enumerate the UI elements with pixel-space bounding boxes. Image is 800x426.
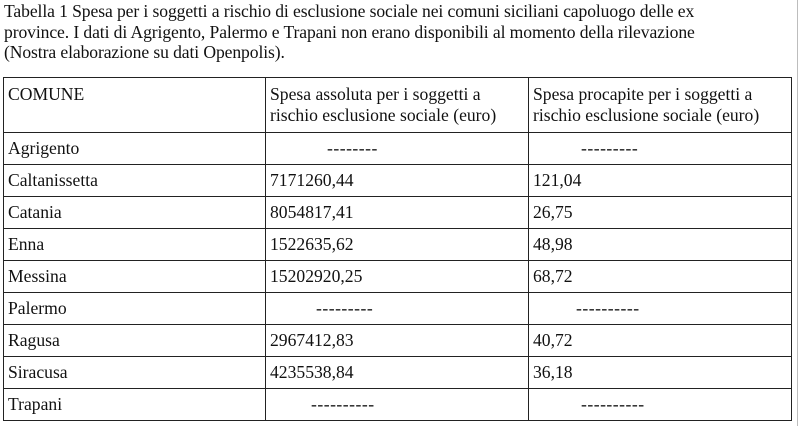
header-comune-label: COMUNE	[8, 84, 85, 104]
header-spesa-assoluta-line2: rischio esclusione sociale (euro)	[270, 105, 497, 125]
header-spesa-procapite-line2: rischio esclusione sociale (euro)	[533, 105, 760, 125]
caption-line-3: (Nostra elaborazione su dati Openpolis).	[4, 42, 285, 62]
cell-comune: Trapani	[4, 389, 266, 421]
cell-comune: Ragusa	[4, 325, 266, 357]
cell-spesa-procapite	[529, 293, 792, 325]
cell-comune: Messina	[4, 261, 266, 293]
header-spesa-procapite	[529, 78, 792, 133]
caption-line-1: Tabella 1 Spesa per i soggetti a rischio di esclusione sociale nei comuni siciliani capoluogo delle ex	[4, 1, 695, 21]
cell-comune: Siracusa	[4, 357, 266, 389]
cell-comune: Palermo	[4, 293, 266, 325]
cell-spesa-procapite	[529, 133, 792, 165]
cell-comune: Caltanissetta	[4, 165, 266, 197]
table-row	[4, 357, 792, 389]
cell-spesa-assoluta: 7171260,44	[266, 165, 529, 197]
cell-value: --------	[327, 138, 378, 158]
header-spesa-procapite-line1: Spesa procapite per i soggetti a	[533, 84, 753, 104]
table-row	[4, 133, 792, 165]
cell-value: ----------	[311, 394, 375, 414]
table-row	[4, 165, 792, 197]
header-comune	[4, 78, 266, 133]
page-edge-line	[797, 0, 798, 426]
table-body	[4, 133, 792, 421]
table-row	[4, 261, 792, 293]
cell-spesa-procapite: 121,04	[529, 165, 792, 197]
cell-spesa-procapite: 36,18	[529, 357, 792, 389]
caption-line-2: province. I dati di Agrigento, Palermo e Trapani non erano disponibili al momento della rilevazione	[4, 21, 695, 42]
table-row	[4, 197, 792, 229]
cell-spesa-assoluta: 2967412,83	[266, 325, 529, 357]
cell-value: ----------	[576, 298, 640, 318]
table-row	[4, 229, 792, 261]
header-row	[4, 78, 792, 133]
cell-spesa-procapite: 40,72	[529, 325, 792, 357]
table-header	[4, 78, 792, 133]
cell-comune: Enna	[4, 229, 266, 261]
cell-spesa-assoluta: 15202920,25	[266, 261, 529, 293]
cell-spesa-procapite: 68,72	[529, 261, 792, 293]
cell-spesa-procapite: 26,75	[529, 197, 792, 229]
table-row	[4, 389, 792, 421]
cell-spesa-procapite: 48,98	[529, 229, 792, 261]
cell-spesa-procapite	[529, 389, 792, 421]
header-spesa-assoluta	[266, 78, 529, 133]
table-row	[4, 293, 792, 325]
cell-comune: Agrigento	[4, 133, 266, 165]
cell-spesa-assoluta	[266, 133, 529, 165]
cell-value: ---------	[581, 138, 639, 158]
cell-value: ----------	[581, 394, 645, 414]
table-row	[4, 325, 792, 357]
cell-spesa-assoluta: 1522635,62	[266, 229, 529, 261]
header-spesa-assoluta-line1: Spesa assoluta per i soggetti a	[270, 84, 481, 104]
cell-spesa-assoluta: 8054817,41	[266, 197, 529, 229]
cell-value: ---------	[316, 298, 374, 318]
cell-spesa-assoluta: 4235538,84	[266, 357, 529, 389]
data-table	[3, 77, 792, 421]
cell-spesa-assoluta	[266, 293, 529, 325]
cell-comune: Catania	[4, 197, 266, 229]
table-caption	[4, 1, 796, 63]
cell-spesa-assoluta	[266, 389, 529, 421]
